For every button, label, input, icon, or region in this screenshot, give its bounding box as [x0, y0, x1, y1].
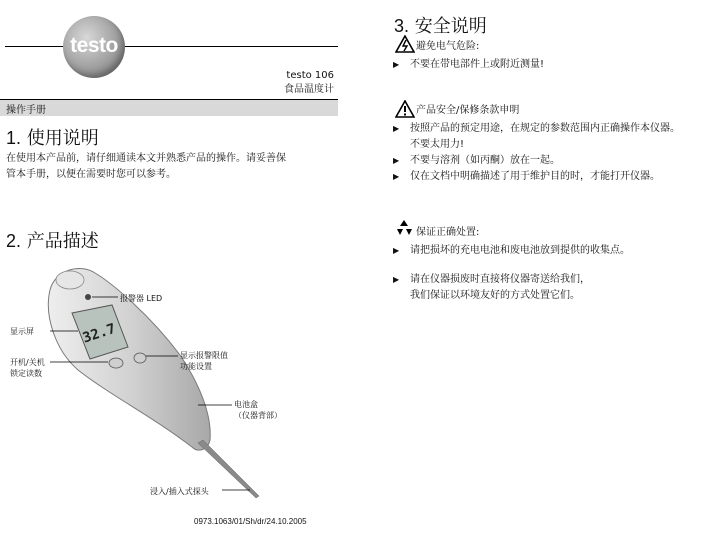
- group2-item2-text: 不要与溶剂（如丙酮）放在一起。: [410, 155, 560, 166]
- section1-number: 1.: [6, 128, 22, 148]
- label-alarm-line1: 显示报警限值: [180, 351, 228, 360]
- recycle-icon: [395, 219, 413, 237]
- onoff-button[interactable]: [109, 358, 123, 368]
- label-display: 显示屏: [10, 327, 34, 336]
- warning-electric-icon: [395, 35, 415, 53]
- manual-band-label: 操作手册: [6, 105, 46, 116]
- group1-heading: 避免电气危险:: [416, 41, 480, 52]
- label-battery-line1: 电池盒: [234, 400, 258, 409]
- manual-band: [0, 99, 338, 116]
- thermometer-diagram: [0, 255, 340, 505]
- document-footer: 0973.1063/01/Sh/dr/24.10.2005: [194, 517, 307, 526]
- group3-item2-line2: 我们保证以环境友好的方式处置它们。: [410, 290, 580, 301]
- section1-body-line1: 在使用本产品前，请仔细通读本文并熟悉产品的操作。请妥善保: [6, 153, 286, 164]
- group2-item1-line1: 按照产品的预定用途，在规定的参数范围内正确操作本仪器。: [410, 123, 680, 134]
- section1-body-line2: 管本手册，以便在需要时您可以参考。: [6, 169, 176, 180]
- group3-item2-line1: 请在仪器损废时直接将仪器寄送给我们，: [410, 274, 590, 285]
- section1-heading: [6, 124, 99, 150]
- group2-heading: 产品安全/保修条款申明: [416, 105, 520, 116]
- header-rule-right: [125, 46, 338, 47]
- label-battery-line2: （仪器背部）: [234, 411, 282, 420]
- label-alarm-line2: 功能设置: [180, 362, 212, 371]
- section2-title: 产品描述: [26, 231, 99, 252]
- group2-item1-line2: 不要太用力!: [410, 139, 465, 150]
- header-rule-left: [5, 46, 63, 47]
- product-model: testo 106: [286, 70, 334, 81]
- warning-icon: [395, 100, 415, 118]
- section3-title: 安全说明: [414, 16, 487, 37]
- testo-logo: [63, 16, 125, 78]
- section2-heading: [6, 227, 99, 253]
- group1-item-text: 不要在带电部件上或附近测量!: [410, 59, 545, 70]
- logo-text: testo: [70, 34, 118, 57]
- group3-item1-text: 请把损坏的充电电池和废电池放到提供的收集点。: [410, 245, 630, 256]
- label-probe: 浸入/插入式探头: [150, 487, 209, 496]
- section1-title: 使用说明: [26, 128, 99, 149]
- label-onoff-line1: 开机/关机: [10, 358, 45, 367]
- label-onoff-line2: 锁定读数: [10, 369, 42, 378]
- alarm-button[interactable]: [134, 353, 146, 363]
- group2-item3-text: 仅在文档中明确描述了用于维护目的时，才能打开仪器。: [410, 171, 660, 182]
- product-name: 食品温度计: [284, 84, 334, 95]
- label-alarm-led: 报警器 LED: [120, 294, 163, 303]
- group3-heading: 保证正确处置:: [416, 227, 480, 238]
- section3-number: 3.: [394, 16, 410, 36]
- alarm-led: [85, 294, 91, 300]
- section2-number: 2.: [6, 231, 22, 251]
- display-reading: 32.7: [80, 320, 118, 347]
